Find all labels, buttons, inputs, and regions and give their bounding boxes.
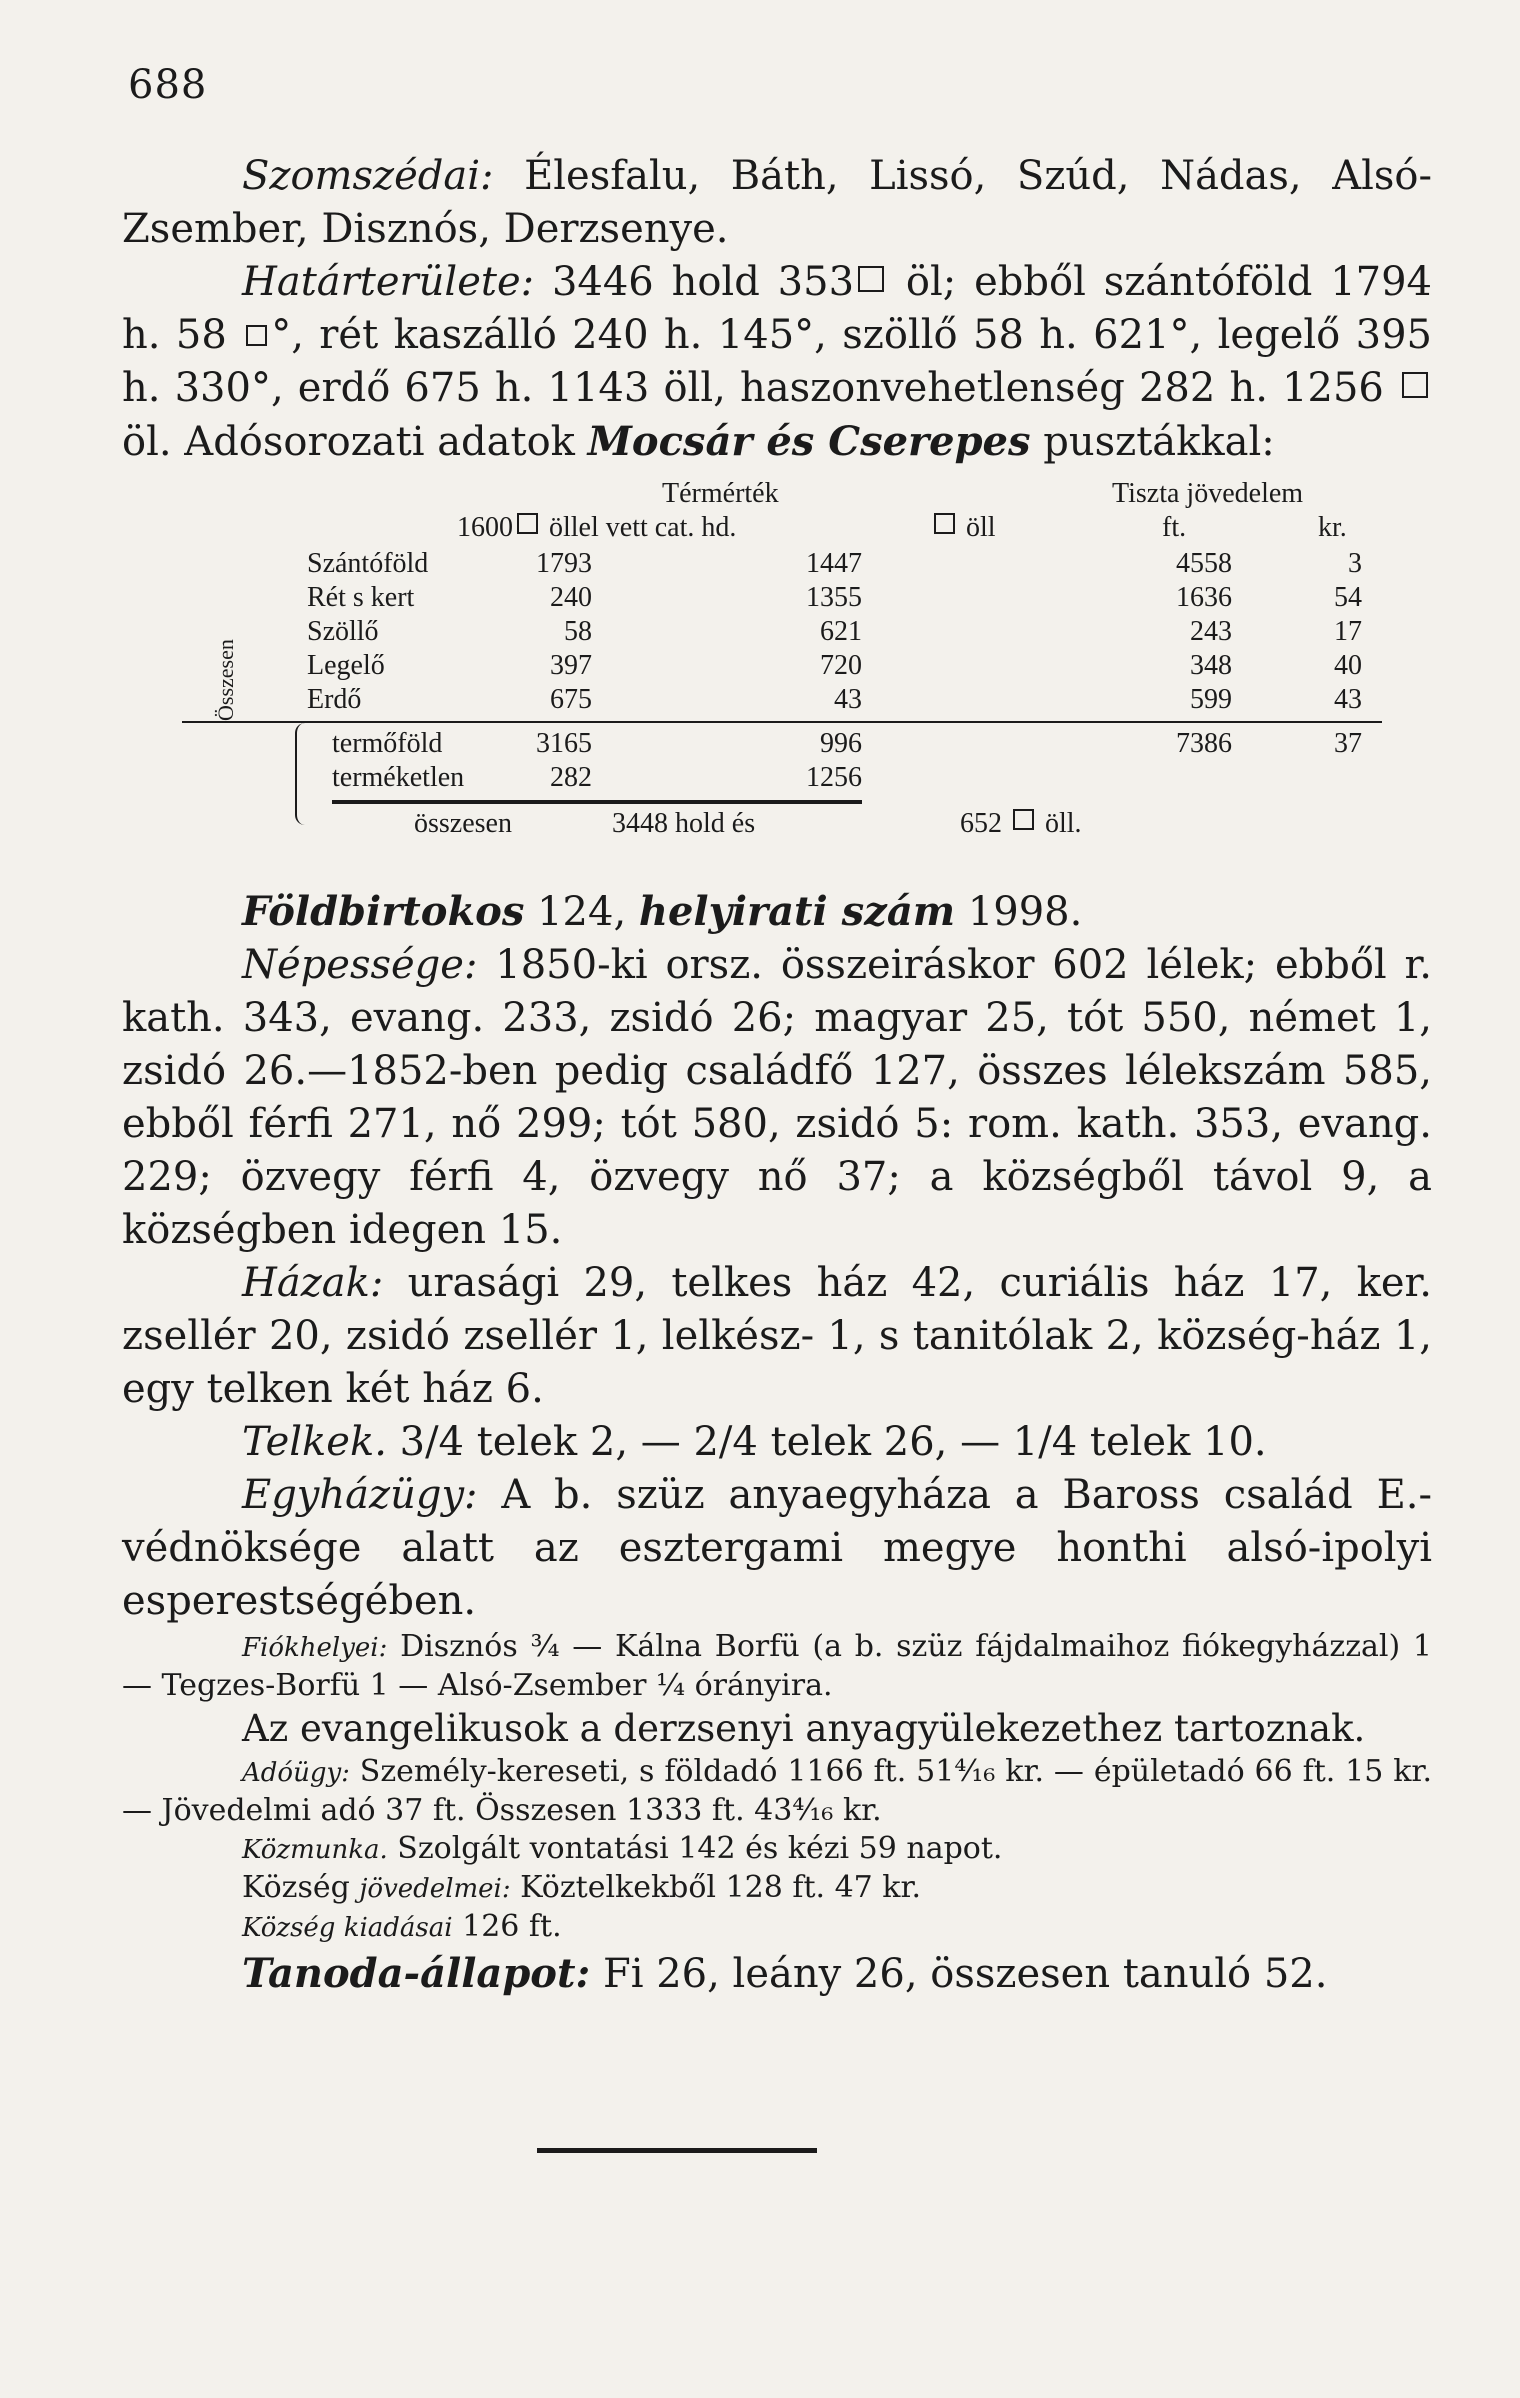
- foldbirtokos-line: [122, 885, 1432, 939]
- row-name: Legelő: [307, 650, 385, 681]
- row-kr: 40: [1334, 650, 1362, 681]
- square-unit-icon: [934, 513, 955, 534]
- kozseg-kiad-line: [122, 1908, 1432, 1947]
- small-print: [122, 1628, 1432, 1947]
- header-1600: [457, 511, 736, 545]
- header-oll-text: öll: [966, 512, 996, 543]
- header-termertek: Térmérték: [662, 478, 779, 509]
- adougy-paragraph: [122, 1753, 1432, 1830]
- fiok-paragraph: [122, 1628, 1432, 1705]
- osszesen-side-label: Összesen: [213, 639, 238, 721]
- row-oll: 1355: [806, 582, 862, 613]
- tanoda-line: [122, 1947, 1432, 2001]
- osszesen-oll-num: 652: [960, 808, 1002, 839]
- telkek-label: Telkek.: [242, 1419, 387, 1465]
- bracket: [295, 723, 307, 825]
- row-oll: 720: [820, 650, 862, 681]
- egyhaz-paragraph: [122, 1469, 1432, 1628]
- hatar-text-4: öl. Adósorozati adatok: [122, 419, 588, 465]
- evang-line: Az evangelikusok a derzsenyi anyagyülekezethez tartoznak.: [242, 1707, 1366, 1750]
- fraction: 2/4: [693, 1419, 758, 1465]
- row-ft: 599: [1190, 684, 1232, 715]
- hatar-text-2: öl; ebből szántóföld 1794 h. 58: [122, 259, 1433, 358]
- row-hd: 397: [550, 650, 592, 681]
- termo-kr: 37: [1334, 728, 1362, 759]
- page-number: 688: [128, 62, 208, 108]
- row-name: Erdő: [307, 684, 362, 715]
- nepesseg-text: 1850-ki orsz. összeiráskor 602 lélek; ebből r. kath. 343, evang. 233, zsidó 26; magyar 25, tót 550, német 1, zsidó 26.—1852-ben pedig családfő 127, összes lélekszám 585, ebből férfi 271, nő 299; tót 580, zsidó 5: rom. kath. 353, evang. 229; özvegy férfi 4, özvegy nő 37; a községből távol 9, a községben idegen 15.: [122, 942, 1432, 1253]
- kozmunka-text: Szolgált vontatási 142 és kézi 59 napot.: [387, 1831, 1003, 1866]
- row-name: Szántóföld: [307, 548, 429, 579]
- fiok-text: Disznós ¾ — Kálna Borfü (a b. szüz fájdalmaihoz fiókegyházzal) 1 — Tegzes-Borfü 1 — Alsó-Zsember ¼ órányira.: [122, 1629, 1432, 1703]
- egyhaz-label: Egyházügy:: [242, 1472, 478, 1518]
- foldbirtokos-label: Földbirtokos: [242, 888, 525, 935]
- kiadasai-label: Község kiadásai: [242, 1913, 453, 1943]
- row-hd: 675: [550, 684, 592, 715]
- square-unit-icon: [1013, 809, 1034, 830]
- osszesen-name: összesen: [414, 808, 512, 839]
- end-rule: [537, 2148, 817, 2153]
- hatar-text-1: 3446 hold 353: [534, 259, 855, 305]
- termo-hd: 3165: [536, 728, 592, 759]
- square-unit-icon: [517, 513, 538, 534]
- row-hd: 240: [550, 582, 592, 613]
- osszesen-hd: 3448 hold és: [612, 808, 756, 839]
- fiok-label: Fiókhelyei:: [242, 1633, 388, 1663]
- szomszed-label: Szomszédai:: [242, 153, 494, 199]
- kozmunka-line: [122, 1830, 1432, 1869]
- hazak-label: Házak:: [242, 1260, 384, 1306]
- szomszed-paragraph: [122, 150, 1432, 256]
- nepesseg-paragraph: [122, 939, 1432, 1257]
- termeketlen-hd: 282: [550, 762, 592, 793]
- header-1600-num: 1600: [457, 512, 513, 543]
- kozseg-jov-text: Köztelkekből 128 ft. 47 kr.: [510, 1870, 922, 1905]
- hatar-text-5: pusztákkal:: [1030, 419, 1275, 465]
- table-rule: [182, 721, 1382, 723]
- telkek-text: telek 10.: [1077, 1419, 1267, 1465]
- jovedelmei-label: jövedelmei:: [359, 1874, 511, 1904]
- adougy-label: Adóügy:: [242, 1758, 350, 1788]
- row-hd: 58: [564, 616, 592, 647]
- adougy-text: Személy-kereseti, s földadó 1166 ft. 51⁴⁄₁₆ kr. — épületadó 66 ft. 15 kr.— Jövedelmi adó 37 ft. Összesen 1333 ft. 43⁴⁄₁₆ kr.: [122, 1754, 1432, 1828]
- header-kr: kr.: [1318, 512, 1347, 543]
- row-kr: 54: [1334, 582, 1362, 613]
- helyirati-number: 1998.: [955, 889, 1083, 935]
- header-oll: [930, 511, 996, 545]
- row-kr: 3: [1348, 548, 1362, 579]
- kozmunka-label: Közmunka.: [242, 1835, 388, 1865]
- termo-ft: 7386: [1176, 728, 1232, 759]
- szomszed-text: Élesfalu, Báth, Lissó, Szúd, Nádas, Alsó-Zsember, Disznós, Derzsenye.: [122, 153, 1432, 252]
- row-name: Rét s kert: [307, 582, 415, 613]
- row-ft: 243: [1190, 616, 1232, 647]
- termo-name: termőföld: [332, 728, 443, 759]
- hazak-text: urasági 29, telkes ház 42, curiális ház 17, ker. zsellér 20, zsidó zsellér 1, lelkész- 1, s tanitólak 2, község-ház 1, egy telken két ház 6.: [122, 1260, 1432, 1412]
- kozseg-kiad-text: 126 ft.: [452, 1909, 562, 1944]
- foldbirtokos-count: 124,: [524, 889, 639, 935]
- row-name: Szöllő: [307, 616, 379, 647]
- row-oll: 43: [834, 684, 862, 715]
- termeketlen-oll: 1256: [806, 762, 862, 793]
- telkek-text: telek 2, —: [464, 1419, 694, 1465]
- helyirati-label: helyirati szám: [638, 888, 956, 935]
- header-ollel: öllel vett cat. hd.: [549, 512, 737, 543]
- row-hd: 1793: [536, 548, 592, 579]
- egyhaz-text: A b. szüz anyaegyháza a Baross család E.-védnöksége alatt az esztergami megye honthi alsó-ipolyi esperestségében.: [122, 1472, 1432, 1624]
- square-unit-icon: [858, 266, 884, 292]
- osszesen-tail: öll.: [1045, 808, 1082, 839]
- sum-rule: [332, 800, 862, 804]
- hatar-paragraph: [122, 256, 1432, 469]
- row-oll: 621: [820, 616, 862, 647]
- land-table: [122, 477, 1432, 879]
- termo-oll: 996: [820, 728, 862, 759]
- square-unit-icon: [246, 325, 267, 346]
- nepesseg-label: Népessége:: [242, 942, 478, 988]
- row-kr: 43: [1334, 684, 1362, 715]
- telkek-text: telek 26, —: [757, 1419, 1013, 1465]
- telkek-line: [122, 1416, 1432, 1469]
- row-ft: 348: [1190, 650, 1232, 681]
- hatar-puszta-names: Mocsár és Cserepes: [587, 418, 1031, 465]
- tanoda-label: Tanoda-állapot:: [242, 1950, 591, 1997]
- termeketlen-name: terméketlen: [332, 762, 465, 793]
- row-kr: 17: [1334, 616, 1362, 647]
- header-tiszta: Tiszta jövedelem: [1112, 478, 1304, 509]
- kozseg-word: Község: [242, 1870, 360, 1905]
- tanoda-text: Fi 26, leány 26, összesen tanuló 52.: [590, 1951, 1328, 1997]
- row-ft: 1636: [1176, 582, 1232, 613]
- square-unit-icon: [1402, 372, 1428, 398]
- osszesen-oll: [960, 807, 1082, 841]
- fraction: 1/4: [1012, 1419, 1078, 1465]
- row-oll: 1447: [806, 548, 862, 579]
- hatar-text-3: °, rét kaszálló 240 h. 145°, szöllő 58 h. 621°, legelő 395 h. 330°, erdő 675 h. 1143 öll, haszonvehetlenség 282 h. 1256: [122, 312, 1432, 411]
- page-body: [122, 150, 1432, 2001]
- header-ft: ft.: [1162, 512, 1187, 543]
- hazak-paragraph: [122, 1257, 1432, 1416]
- kozseg-jov-line: [122, 1869, 1432, 1908]
- fraction: 3/4: [399, 1419, 464, 1465]
- row-ft: 4558: [1176, 548, 1232, 579]
- hatar-label: Határterülete:: [242, 259, 535, 305]
